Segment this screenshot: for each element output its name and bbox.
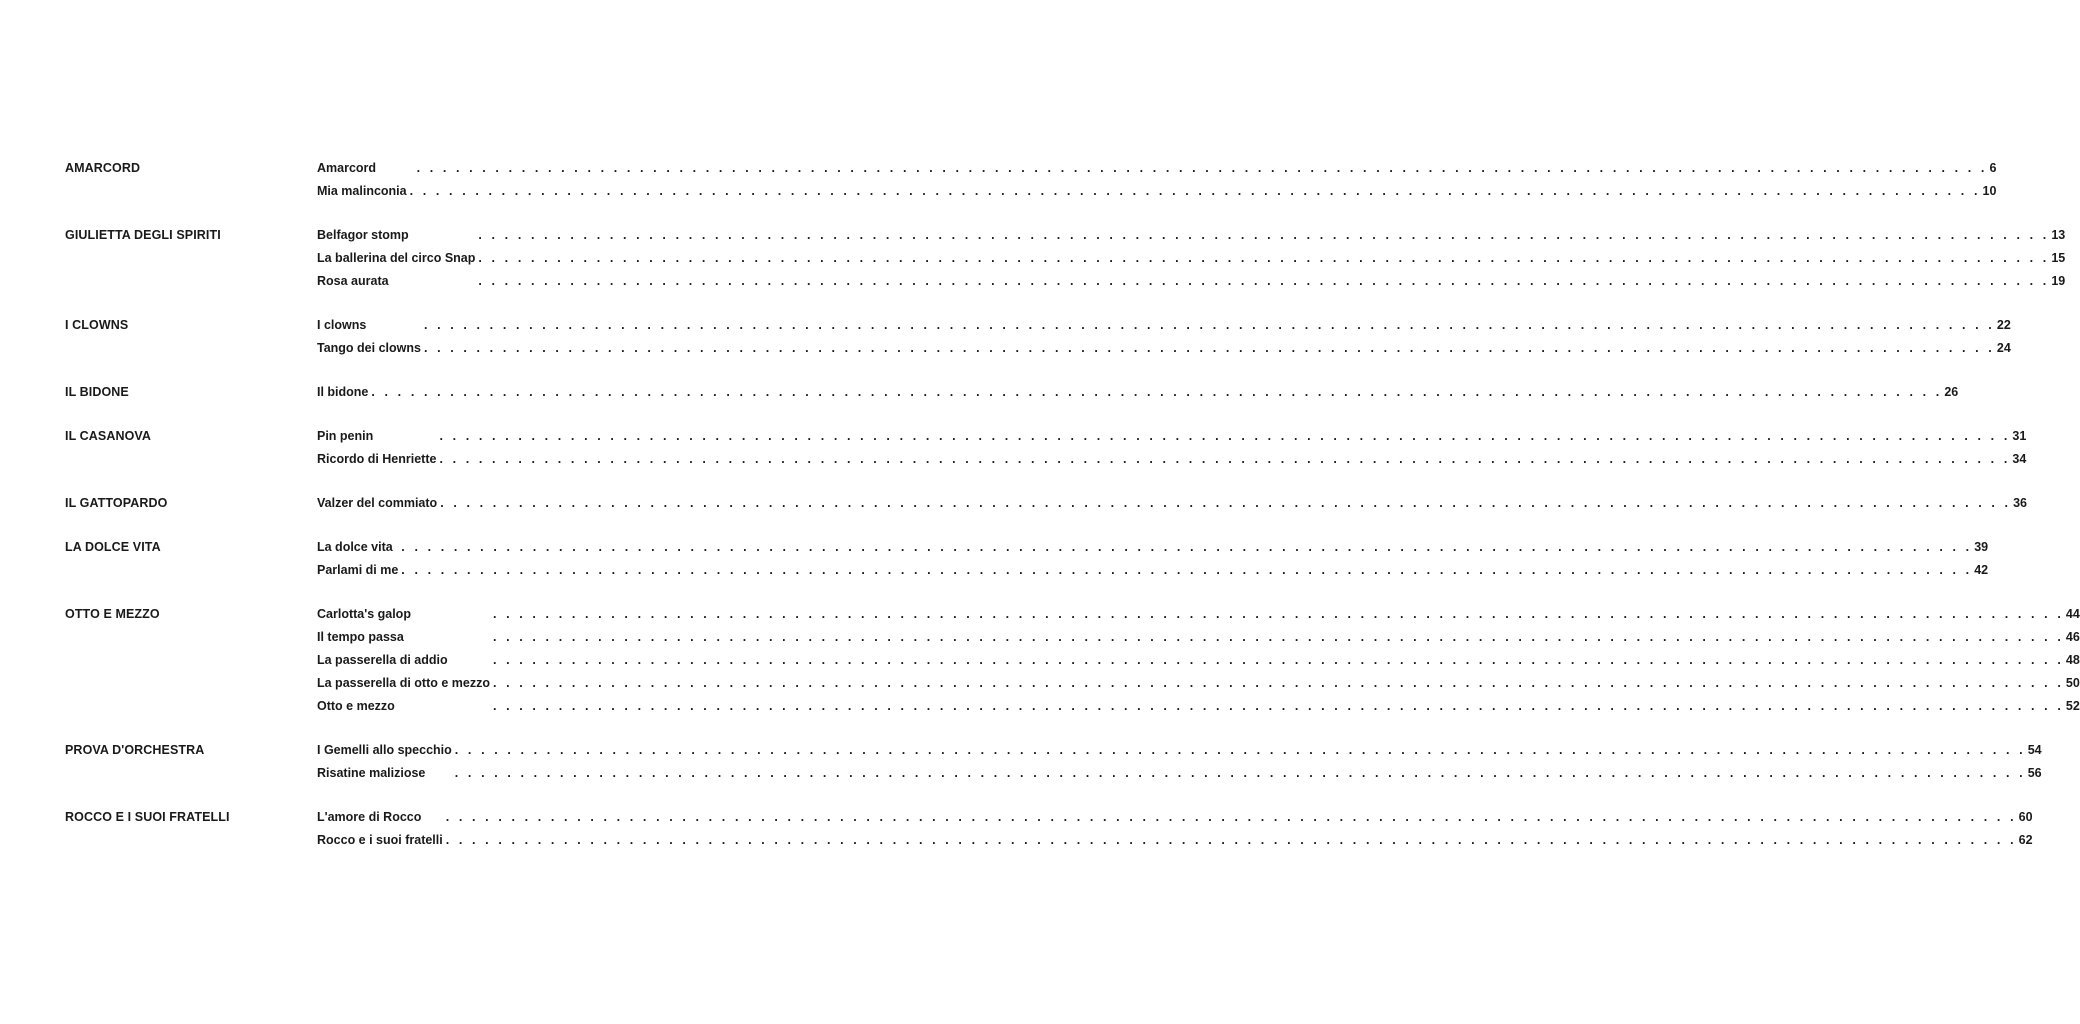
song-title: La ballerina del circo Snap: [317, 251, 476, 265]
film-title: IL CASANOVA: [65, 429, 152, 443]
song-title: Belfagor stomp: [317, 228, 409, 242]
dot-leader: . . . . . . . . . . . . . . . . . . . . . . . . . . . . . . . . . . . . . . . . . . . . . . . . . . . . . . . . . . . . . . . . . . . . . . . . . . . . . . . . . . . . . . . . . . . . . . . . . . . . . . . . . . . . . . . . . . . . . . . .: [371, 385, 1943, 399]
song-title: Valzer del commiato: [317, 496, 438, 510]
song-title: Il bidone: [317, 385, 369, 399]
page-number: 52: [2065, 699, 2080, 713]
song-title: Tango dei clowns: [317, 341, 421, 355]
song-title: I clowns: [317, 318, 367, 332]
song-title: Mia malinconia: [317, 184, 407, 198]
film-title: ROCCO E I SUOI FRATELLI: [65, 810, 230, 824]
page-number: 13: [2051, 228, 2066, 242]
song-list: [317, 603, 2080, 718]
song-title: Carlotta's galop: [317, 607, 411, 621]
dot-leader: . . . . . . . . . . . . . . . . . . . . . . . . . . . . . . . . . . . . . . . . . . . . . . . . . . . . . . . . . . . . . . . . . . . . . . . . . . . . . . . . . . . . . . . . . . . . . . . . . . . . . . . . . . . . . . . . . . . . . . . .: [478, 251, 2050, 265]
dot-leader: . . . . . . . . . . . . . . . . . . . . . . . . . . . . . . . . . . . . . . . . . . . . . . . . . . . . . . . . . . . . . . . . . . . . . . . . . . . . . . . . . . . . . . . . . . . . . . . . . . . . . . . . . . . . . . . . . . . . . . . .: [445, 833, 2017, 847]
film-title: AMARCORD: [65, 161, 141, 175]
toc-section: [65, 492, 2028, 515]
dot-leader: . . . . . . . . . . . . . . . . . . . . . . . . . . . . . . . . . . . . . . . . . . . . . . . . . . . . . . . . . . . . . . . . . . . . . . . . . . . . . . . . . . . . . . . . . . . . . . . . . . . . . . . . . . . . . . . . . . . . . . . .: [409, 184, 1981, 198]
film-title: IL GATTOPARDO: [65, 496, 168, 510]
page-number: 22: [1996, 318, 2011, 332]
toc-entry: [317, 806, 2033, 829]
page-number: 46: [2065, 630, 2080, 644]
page-number: 26: [1944, 385, 1959, 399]
toc-section: [65, 739, 2042, 785]
toc-entry: [317, 224, 2065, 247]
toc-entry: [317, 448, 2026, 471]
toc-entry: [317, 649, 2080, 672]
toc-entry: [317, 247, 2065, 270]
film-title: OTTO E MEZZO: [65, 607, 160, 621]
toc-entry: [317, 270, 2065, 293]
dot-leader: . . . . . . . . . . . . . . . . . . . . . . . . . . . . . . . . . . . . . . . . . . . . . . . . . . . . . . . . . . . . . . . . . . . . . . . . . . . . . . . . . . . . . . . . . . . . . . . . . . . . . . . . . . . . . . . . . . . . . . . .: [492, 676, 2064, 690]
dot-leader: . . . . . . . . . . . . . . . . . . . . . . . . . . . . . . . . . . . . . . . . . . . . . . . . . . . . . . . . . . . . . . . . . . . . . . . . . . . . . . . . . . . . . . . . . . . . . . . . . . . . . . . . . . . . . . . . . . . . . . . .: [454, 766, 2026, 780]
toc-section: [65, 314, 2011, 360]
page-number: 50: [2065, 676, 2080, 690]
page-number: 42: [1974, 563, 1989, 577]
song-title: Rocco e i suoi fratelli: [317, 833, 443, 847]
page-number: 6: [1989, 161, 1997, 175]
dot-leader: . . . . . . . . . . . . . . . . . . . . . . . . . . . . . . . . . . . . . . . . . . . . . . . . . . . . . . . . . . . . . . . . . . . . . . . . . . . . . . . . . . . . . . . . . . . . . . . . . . . . . . . . . . . . . . . . . . . . . . . .: [478, 228, 2050, 242]
dot-leader: . . . . . . . . . . . . . . . . . . . . . . . . . . . . . . . . . . . . . . . . . . . . . . . . . . . . . . . . . . . . . . . . . . . . . . . . . . . . . . . . . . . . . . . . . . . . . . . . . . . . . . . . . . . . . . . . . . . . . . . .: [423, 341, 1995, 355]
song-title: La passerella di otto e mezzo: [317, 676, 490, 690]
film-title: PROVA D'ORCHESTRA: [65, 743, 205, 757]
page-number: 60: [2018, 810, 2033, 824]
toc-entry: [317, 381, 1958, 404]
page-number: 15: [2051, 251, 2066, 265]
toc-section: [65, 157, 1997, 203]
dot-leader: . . . . . . . . . . . . . . . . . . . . . . . . . . . . . . . . . . . . . . . . . . . . . . . . . . . . . . . . . . . . . . . . . . . . . . . . . . . . . . . . . . . . . . . . . . . . . . . . . . . . . . . . . . . . . . . . . . . . . . . .: [492, 699, 2064, 713]
page-number: 36: [2013, 496, 2028, 510]
song-list: [317, 739, 2042, 785]
song-list: [317, 314, 2011, 360]
film-title: GIULIETTA DEGLI SPIRITI: [65, 228, 221, 242]
toc-entry: [317, 492, 2027, 515]
song-title: Risatine maliziose: [317, 766, 426, 780]
table-of-contents: [65, 157, 2080, 873]
toc-entry: [317, 626, 2080, 649]
song-title: La passerella di addio: [317, 653, 448, 667]
toc-section: [65, 224, 2066, 293]
song-list: [317, 806, 2033, 852]
dot-leader: . . . . . . . . . . . . . . . . . . . . . . . . . . . . . . . . . . . . . . . . . . . . . . . . . . . . . . . . . . . . . . . . . . . . . . . . . . . . . . . . . . . . . . . . . . . . . . . . . . . . . . . . . . . . . . . . . . . . . . . .: [439, 429, 2011, 443]
toc-section: [65, 536, 1989, 582]
song-title: L'amore di Rocco: [317, 810, 422, 824]
song-title: Rosa aurata: [317, 274, 389, 288]
toc-section: [65, 603, 2080, 718]
page-number: 44: [2065, 607, 2080, 621]
page-number: 48: [2065, 653, 2080, 667]
page-number: 34: [2012, 452, 2027, 466]
song-title: Ricordo di Henriette: [317, 452, 437, 466]
toc-entry: [317, 762, 2042, 785]
song-title: Parlami di me: [317, 563, 399, 577]
page-number: 10: [1982, 184, 1997, 198]
song-title: Amarcord: [317, 161, 377, 175]
song-title: Il tempo passa: [317, 630, 404, 644]
dot-leader: . . . . . . . . . . . . . . . . . . . . . . . . . . . . . . . . . . . . . . . . . . . . . . . . . . . . . . . . . . . . . . . . . . . . . . . . . . . . . . . . . . . . . . . . . . . . . . . . . . . . . . . . . . . . . . . . . . . . . . . .: [445, 810, 2017, 824]
dot-leader: . . . . . . . . . . . . . . . . . . . . . . . . . . . . . . . . . . . . . . . . . . . . . . . . . . . . . . . . . . . . . . . . . . . . . . . . . . . . . . . . . . . . . . . . . . . . . . . . . . . . . . . . . . . . . . . . . . . . . . . .: [492, 630, 2064, 644]
song-list: [317, 425, 2026, 471]
dot-leader: . . . . . . . . . . . . . . . . . . . . . . . . . . . . . . . . . . . . . . . . . . . . . . . . . . . . . . . . . . . . . . . . . . . . . . . . . . . . . . . . . . . . . . . . . . . . . . . . . . . . . . . . . . . . . . . . . . . . . . . .: [439, 452, 2011, 466]
dot-leader: . . . . . . . . . . . . . . . . . . . . . . . . . . . . . . . . . . . . . . . . . . . . . . . . . . . . . . . . . . . . . . . . . . . . . . . . . . . . . . . . . . . . . . . . . . . . . . . . . . . . . . . . . . . . . . . . . . . . . . . .: [440, 496, 2012, 510]
toc-entry: [317, 314, 2011, 337]
film-title: IL BIDONE: [65, 385, 129, 399]
film-title: I CLOWNS: [65, 318, 129, 332]
page-number: 19: [2051, 274, 2066, 288]
toc-entry: [317, 829, 2033, 852]
dot-leader: . . . . . . . . . . . . . . . . . . . . . . . . . . . . . . . . . . . . . . . . . . . . . . . . . . . . . . . . . . . . . . . . . . . . . . . . . . . . . . . . . . . . . . . . . . . . . . . . . . . . . . . . . . . . . . . . . . . . . . . .: [492, 653, 2064, 667]
dot-leader: . . . . . . . . . . . . . . . . . . . . . . . . . . . . . . . . . . . . . . . . . . . . . . . . . . . . . . . . . . . . . . . . . . . . . . . . . . . . . . . . . . . . . . . . . . . . . . . . . . . . . . . . . . . . . . . . . . . . . . . .: [416, 161, 1988, 175]
toc-entry: [317, 425, 2026, 448]
toc-entry: [317, 157, 1996, 180]
dot-leader: . . . . . . . . . . . . . . . . . . . . . . . . . . . . . . . . . . . . . . . . . . . . . . . . . . . . . . . . . . . . . . . . . . . . . . . . . . . . . . . . . . . . . . . . . . . . . . . . . . . . . . . . . . . . . . . . . . . . . . . .: [401, 540, 1973, 554]
song-title: La dolce vita: [317, 540, 393, 554]
song-list: [317, 381, 1958, 404]
song-list: [317, 492, 2027, 515]
song-list: [317, 536, 1988, 582]
toc-entry: [317, 536, 1988, 559]
page-number: 39: [1974, 540, 1989, 554]
toc-entry: [317, 559, 1988, 582]
song-title: Otto e mezzo: [317, 699, 395, 713]
dot-leader: . . . . . . . . . . . . . . . . . . . . . . . . . . . . . . . . . . . . . . . . . . . . . . . . . . . . . . . . . . . . . . . . . . . . . . . . . . . . . . . . . . . . . . . . . . . . . . . . . . . . . . . . . . . . . . . . . . . . . . . .: [492, 607, 2064, 621]
page-number: 62: [2018, 833, 2033, 847]
dot-leader: . . . . . . . . . . . . . . . . . . . . . . . . . . . . . . . . . . . . . . . . . . . . . . . . . . . . . . . . . . . . . . . . . . . . . . . . . . . . . . . . . . . . . . . . . . . . . . . . . . . . . . . . . . . . . . . . . . . . . . . .: [423, 318, 1995, 332]
page-number: 24: [1996, 341, 2011, 355]
song-title: I Gemelli allo specchio: [317, 743, 452, 757]
toc-entry: [317, 603, 2080, 626]
page-number: 56: [2027, 766, 2042, 780]
song-list: [317, 157, 1996, 203]
song-list: [317, 224, 2065, 293]
toc-entry: [317, 739, 2042, 762]
page-number: 54: [2027, 743, 2042, 757]
dot-leader: . . . . . . . . . . . . . . . . . . . . . . . . . . . . . . . . . . . . . . . . . . . . . . . . . . . . . . . . . . . . . . . . . . . . . . . . . . . . . . . . . . . . . . . . . . . . . . . . . . . . . . . . . . . . . . . . . . . . . . . .: [401, 563, 1973, 577]
toc-section: [65, 381, 1959, 404]
toc-entry: [317, 180, 1996, 203]
page-number: 31: [2012, 429, 2027, 443]
toc-section: [65, 806, 2033, 852]
toc-entry: [317, 695, 2080, 718]
toc-section: [65, 425, 2027, 471]
dot-leader: . . . . . . . . . . . . . . . . . . . . . . . . . . . . . . . . . . . . . . . . . . . . . . . . . . . . . . . . . . . . . . . . . . . . . . . . . . . . . . . . . . . . . . . . . . . . . . . . . . . . . . . . . . . . . . . . . . . . . . . .: [478, 274, 2050, 288]
toc-entry: [317, 337, 2011, 360]
dot-leader: . . . . . . . . . . . . . . . . . . . . . . . . . . . . . . . . . . . . . . . . . . . . . . . . . . . . . . . . . . . . . . . . . . . . . . . . . . . . . . . . . . . . . . . . . . . . . . . . . . . . . . . . . . . . . . . . . . . . . . . .: [454, 743, 2026, 757]
song-title: Pin penin: [317, 429, 374, 443]
toc-entry: [317, 672, 2080, 695]
film-title: LA DOLCE VITA: [65, 540, 161, 554]
